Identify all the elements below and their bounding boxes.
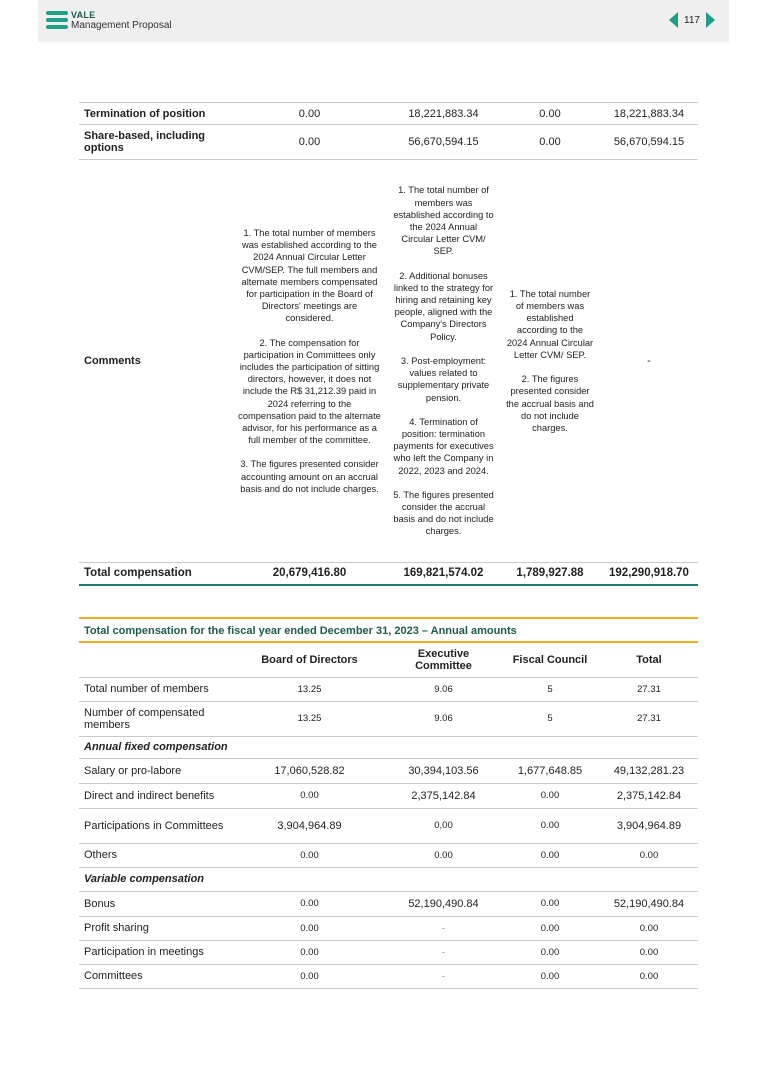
table-cell: - (387, 964, 500, 988)
table-cell: 49,132,281.23 (600, 758, 698, 783)
comment-note: 1. The total number of members was established according to the 2024 Annual Circular Letter CVM/ SEP. (506, 288, 594, 360)
row-label: Termination of position (79, 103, 232, 125)
table-row (79, 125, 698, 160)
vale-logo-icon (46, 11, 68, 29)
table-cell: 0.00 (232, 964, 387, 988)
table-cell: 0.00 (500, 916, 600, 940)
table-cell: 2,375,142.84 (600, 783, 698, 808)
row-label: Others (79, 843, 232, 867)
row-label: Direct and indirect benefits (79, 783, 232, 808)
row-label: Salary or pro-labore (79, 758, 232, 783)
table-row (79, 808, 698, 843)
table-cell: 192,290,918.70 (600, 563, 698, 585)
table-cell: 0.00 (387, 843, 500, 867)
row-label: Profit sharing (79, 916, 232, 940)
document-subtitle: Management Proposal (71, 20, 172, 31)
total-row (79, 563, 698, 585)
table-cell: 0.00 (600, 916, 698, 940)
brand-name: VALE (71, 10, 96, 20)
table-row (79, 940, 698, 964)
column-header: Executive Committee (387, 643, 500, 677)
table-cell: 0.00 (500, 125, 600, 160)
table-cell: 0.00 (500, 891, 600, 916)
comments-row (79, 160, 698, 563)
table-row (79, 916, 698, 940)
executive-comments (387, 160, 500, 563)
section-label: Annual fixed compensation (79, 736, 698, 758)
table-cell: - (387, 916, 500, 940)
column-header: Board of Directors (232, 643, 387, 677)
table-cell: 169,821,574.02 (387, 563, 500, 585)
table-cell: 0.00 (500, 843, 600, 867)
row-label: Participations in Committees (79, 808, 232, 843)
section-label: Variable compensation (79, 867, 698, 891)
table-cell: 0.00 (232, 916, 387, 940)
comment-note: 5. The figures presented consider the accrual basis and do not include charges. (393, 489, 494, 537)
table-cell: 0.00 (232, 783, 387, 808)
column-header: Total (600, 643, 698, 677)
row-label: Total number of members (79, 677, 232, 701)
table-row (79, 103, 698, 125)
table-row (79, 701, 698, 736)
table-cell: - (387, 940, 500, 964)
table-row (79, 891, 698, 916)
table-cell: 0.00 (600, 940, 698, 964)
table-title: Total compensation for the fiscal year ended December 31, 2023 – Annual amounts (79, 617, 698, 643)
table-cell: 0.00 (232, 125, 387, 160)
comment-note: 1. The total number of members was established according to the 2024 Annual Circular Letter CVM/ SEP. (393, 185, 494, 257)
table-cell: 13.25 (232, 677, 387, 701)
table-cell: 2,375,142.84 (387, 783, 500, 808)
table-cell: 1,789,927.88 (500, 563, 600, 585)
table-cell: 1,677,648.85 (500, 758, 600, 783)
table-cell: 0.00 (500, 940, 600, 964)
table-cell: 0.00 (500, 783, 600, 808)
compensation-table-2023 (79, 643, 698, 989)
comment-note: 2. Additional bonuses linked to the strategy for hiring and retaining key people, aligned with the Company's Directors Policy. (393, 270, 494, 342)
previous-page-icon[interactable] (669, 12, 678, 28)
table-cell: 3,904,964.89 (600, 808, 698, 843)
table-cell: 0.00 (232, 843, 387, 867)
next-page-icon[interactable] (706, 12, 715, 28)
comment-note: 3. Post-employment: values related to supplementary private pension. (397, 355, 490, 403)
row-label: Share-based, including options (79, 125, 232, 160)
table-cell: 27.31 (600, 701, 698, 736)
board-comments (232, 160, 387, 563)
row-label: Committees (79, 964, 232, 988)
table-cell: 0.00 (500, 103, 600, 125)
table-header-row (79, 643, 698, 677)
table-cell: 0.00 (600, 964, 698, 988)
section-row (79, 736, 698, 758)
table-cell: 0.00 (600, 843, 698, 867)
comment-note: 3. The figures presented consider accounting amount on an accrual basis and do not include charges. (240, 459, 379, 494)
table-cell: 0,00 (387, 808, 500, 843)
table-cell: 5 (500, 677, 600, 701)
column-header (79, 643, 232, 677)
comment-note: 1. The total number of members was established according to the 2024 Annual Circular Letter CVM/SEP. The full members and alternate members compensated for participation in the Board of Directors' meetings are considered. (241, 227, 378, 324)
table-cell: 27.31 (600, 677, 698, 701)
table-cell: 0.00 (232, 103, 387, 125)
table-row (79, 677, 698, 701)
table-row (79, 783, 698, 808)
table-cell: 56,670,594.15 (387, 125, 500, 160)
row-label: Participation in meetings (79, 940, 232, 964)
table-row (79, 843, 698, 867)
table-cell: 18,221,883.34 (600, 103, 698, 125)
table-cell: 0.00 (232, 891, 387, 916)
table-cell: 0.00 (232, 940, 387, 964)
table-cell: 17,060,528.82 (232, 758, 387, 783)
table-cell: 9.06 (387, 677, 500, 701)
table-cell: 52,190,490.84 (600, 891, 698, 916)
comment-note: 2. The compensation for participation in Committees only includes the participation of sitting directors, however, it does not include the R$ 31,212.39 paid in 2024 referring to the compensation paid to the alternate advisor, for his performance as a full member of the committee. (238, 337, 381, 446)
table-cell: 13.25 (232, 701, 387, 736)
row-label: Bonus (79, 891, 232, 916)
page-navigator (669, 12, 715, 28)
compensation-table-2024 (79, 102, 698, 586)
table-cell: 56,670,594.15 (600, 125, 698, 160)
page-header (38, 0, 729, 42)
table-cell: - (600, 160, 698, 563)
row-label: Total compensation (79, 563, 232, 585)
table-cell: 18,221,883.34 (387, 103, 500, 125)
table-cell: 0.00 (500, 808, 600, 843)
table-cell: 3,904,964.89 (232, 808, 387, 843)
table-cell: 9.06 (387, 701, 500, 736)
section-row (79, 867, 698, 891)
table-cell: 52,190,490.84 (387, 891, 500, 916)
fiscal-comments (500, 160, 600, 563)
page-number: 117 (684, 14, 700, 26)
comment-note: 2. The figures presented consider the accrual basis and do not include charges. (506, 374, 594, 433)
table-cell: 20,679,416.80 (232, 563, 387, 585)
table-cell: 5 (500, 701, 600, 736)
table-cell: 0.00 (500, 964, 600, 988)
comment-note: 4. Termination of position: termination payments for executives who left the Company in 2022, 2023 and 2024. (393, 416, 494, 476)
table-row (79, 758, 698, 783)
column-header: Fiscal Council (500, 643, 600, 677)
row-label: Comments (79, 160, 232, 563)
table-row (79, 964, 698, 988)
table-cell: 30,394,103.56 (387, 758, 500, 783)
row-label: Number of compensated members (79, 701, 232, 736)
